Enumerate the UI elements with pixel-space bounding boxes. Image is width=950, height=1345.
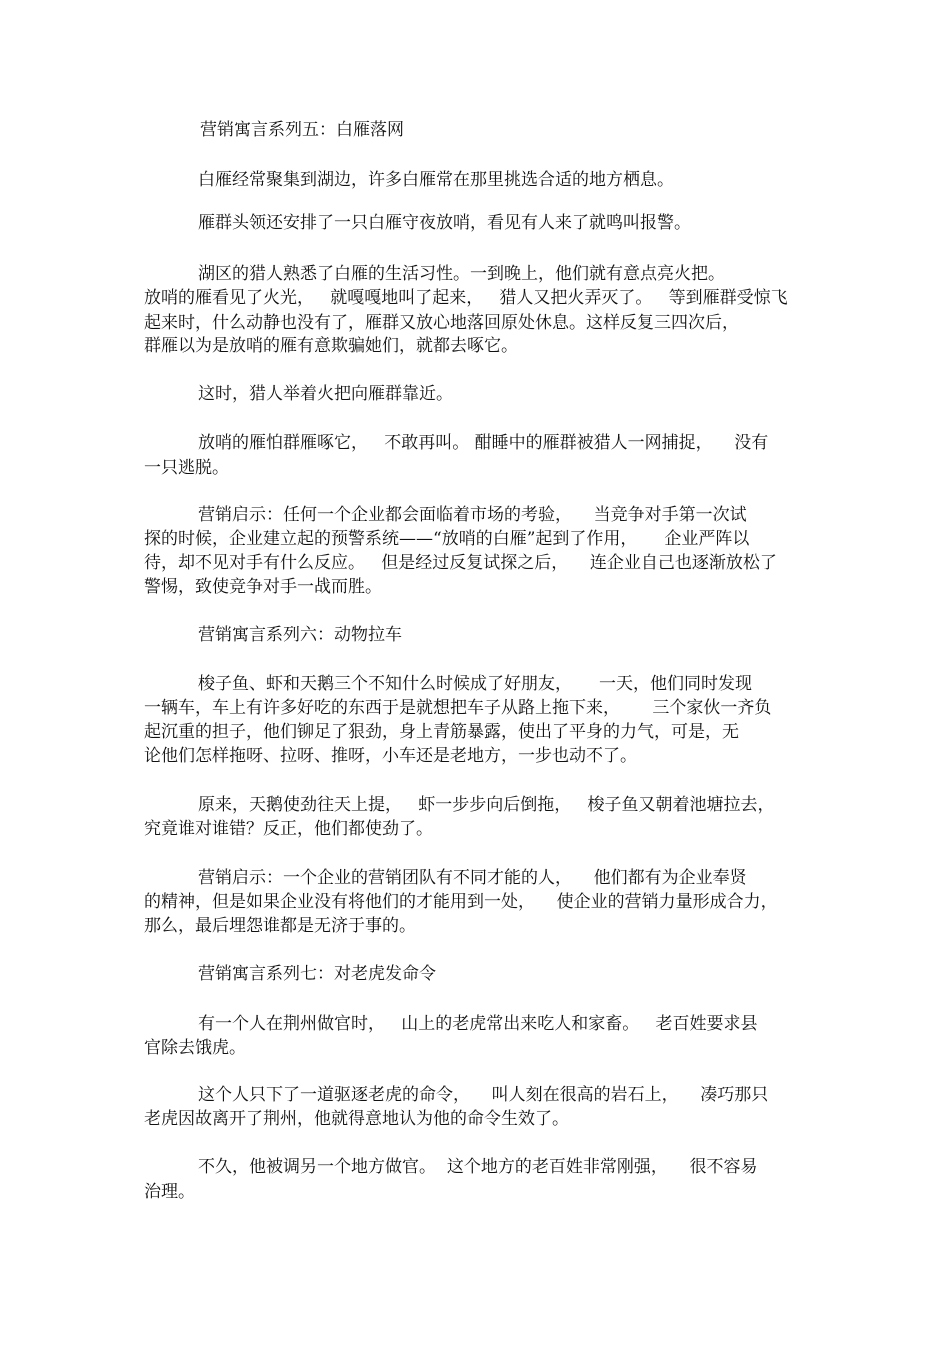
paragraph-line: 群雁以为是放哨的雁有意欺骗她们，就都去啄它。: [144, 336, 518, 356]
document-title: 营销寓言系列五：白雁落网: [200, 120, 404, 140]
paragraph-line: 一只逃脱。: [144, 458, 229, 478]
paragraph-line: 有一个人在荆州做官时， 山上的老虎常出来吃人和家畜。 老百姓要求县: [144, 1014, 758, 1034]
paragraph-line: 警惕，致使竞争对手一战而胜。: [144, 577, 382, 597]
paragraph-line: 原来，天鹅使劲往天上提， 虾一步步向后倒拖， 梭子鱼又朝着池塘拉去，: [144, 795, 775, 815]
paragraph-line: 营销启示：一个企业的营销团队有不同才能的人， 他们都有为企业奉贤: [144, 868, 747, 888]
section-heading: 营销寓言系列六：动物拉车: [144, 625, 403, 645]
paragraph-line: 这个人只下了一道驱逐老虎的命令， 叫人刻在很高的岩石上， 凑巧那只: [144, 1085, 769, 1105]
paragraph-line: 究竟谁对谁错？反正，他们都使劲了。: [144, 819, 433, 839]
paragraph-line: 白雁经常聚集到湖边，许多白雁常在那里挑选合适的地方栖息。: [144, 170, 675, 190]
paragraph-line: 湖区的猎人熟悉了白雁的生活习性。一到晚上，他们就有意点亮火把。: [144, 264, 726, 284]
paragraph-line: 放哨的雁看见了火光， 就嘎嘎地叫了起来， 猎人又把火弄灭了。 等到雁群受惊飞: [144, 288, 788, 308]
paragraph-line: 起沉重的担子，他们铆足了狠劲，身上青筋暴露，使出了平身的力气，可是，无: [144, 722, 739, 742]
paragraph-line: 的精神，但是如果企业没有将他们的才能用到一处， 使企业的营销力量形成合力，: [144, 892, 778, 912]
section-heading: 营销寓言系列七：对老虎发命令: [144, 964, 437, 984]
paragraph-line: 梭子鱼、虾和天鹅三个不知什么时候成了好朋友， 一天，他们同时发现: [144, 674, 753, 694]
paragraph-line: 放哨的雁怕群雁啄它， 不敢再叫。 酣睡中的雁群被猎人一网捕捉， 没有: [144, 433, 769, 453]
paragraph-line: 探的时候，企业建立起的预警系统——“放哨的白雁”起到了作用， 企业严阵以: [144, 529, 750, 549]
paragraph-line: 治理。: [144, 1182, 195, 1202]
paragraph-line: 一辆车，车上有许多好吃的东西于是就想把车子从路上拖下来， 三个家伙一齐负: [144, 698, 772, 718]
paragraph-line: 官除去饿虎。: [144, 1038, 246, 1058]
paragraph-line: 待，却不见对手有什么反应。 但是经过反复试探之后， 连企业自己也逐渐放松了: [144, 553, 777, 573]
paragraph-line: 不久，他被调另一个地方做官。 这个地方的老百姓非常刚强， 很不容易: [144, 1157, 758, 1177]
paragraph-line: 营销启示：任何一个企业都会面临着市场的考验， 当竞争对手第一次试: [144, 505, 747, 525]
paragraph-line: 起来时，什么动静也没有了，雁群又放心地落回原处休息。这样反复三四次后，: [144, 313, 739, 333]
paragraph-line: 这时，猎人举着火把向雁群靠近。: [144, 384, 454, 404]
paragraph-line: 那么，最后埋怨谁都是无济于事的。: [144, 916, 416, 936]
paragraph-line: 老虎因故离开了荆州，他就得意地认为他的命令生效了。: [144, 1109, 569, 1129]
paragraph-line: 论他们怎样拖呀、拉呀、推呀，小车还是老地方，一步也动不了。: [144, 746, 637, 766]
paragraph-line: 雁群头领还安排了一只白雁守夜放哨，看见有人来了就鸣叫报警。: [144, 213, 692, 233]
